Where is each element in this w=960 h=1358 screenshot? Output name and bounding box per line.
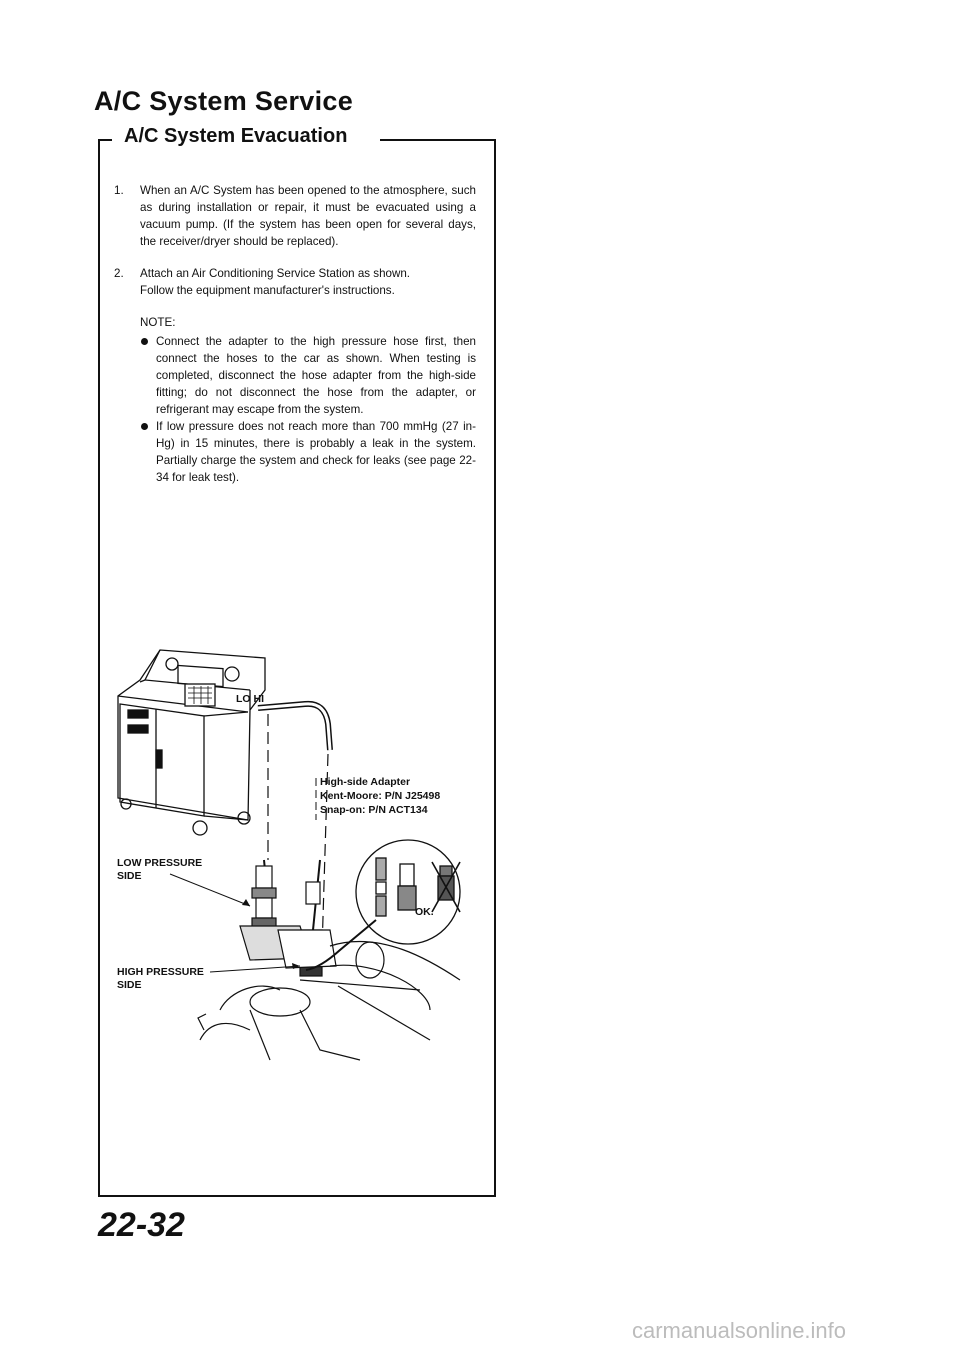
step-body	[140, 265, 476, 299]
note-bullet-text: Connect the adapter to the high pressure hose first, then connect the hoses to the car as shown. When testing is completed, disconnect the hose adapter from the high-side fitting; do not disconnect the hose from the adapter, or refrigerant may escape from the system.	[156, 335, 476, 416]
step-2	[114, 265, 476, 299]
page-number: 22-32	[98, 1206, 185, 1244]
page-title: A/C System Service	[94, 86, 354, 116]
step-1	[114, 182, 476, 250]
watermark: carmanualsonline.info	[632, 1318, 847, 1343]
step-text: Attach an Air Conditioning Service Station as shown.	[140, 267, 411, 280]
step-number: 1.	[114, 184, 124, 197]
illustration-svg	[100, 630, 492, 1070]
adapter-title: High-side Adapter	[320, 776, 411, 788]
section-title: A/C System Evacuation	[120, 125, 351, 148]
frame-top-right-rule	[380, 139, 494, 141]
note-bullet	[140, 418, 476, 486]
low-side-label: LOW PRESSURE	[117, 857, 203, 869]
low-side-label-line2: SIDE	[117, 870, 142, 882]
high-side-label: HIGH PRESSURE	[117, 966, 204, 978]
bullet-dot-icon	[140, 418, 156, 486]
ac-service-station-icon	[118, 650, 265, 835]
procedure-content	[114, 182, 476, 486]
step-text-followup: Follow the equipment manufacturer's instructions.	[140, 284, 395, 297]
service-station-illustration	[100, 630, 492, 1070]
adapter-kent-moore: Kent-Moore: P/N J25498	[320, 790, 441, 802]
high-side-label-line2: SIDE	[117, 979, 142, 991]
note-bullet-text: If low pressure does not reach more than 700 mmHg (27 in-Hg) in 15 minutes, there is probably a leak in the system. Partially charge the system and check for leaks (see page 22-34 for leak test).	[156, 420, 476, 484]
note-block	[140, 314, 476, 486]
note-label: NOTE:	[140, 316, 176, 329]
engine-pipes	[198, 926, 460, 1060]
frame-top-left-rule	[98, 139, 112, 141]
step-number: 2.	[114, 267, 124, 280]
note-bullet	[140, 333, 476, 418]
adapter-snap-on: Snap-on: P/N ACT134	[320, 804, 428, 816]
step-text: When an A/C System has been opened to the atmosphere, such as during installation or repair, it must be evacuated using a vacuum pump. (If the system has been open for several days, the receiver/dryer should be replaced).	[140, 184, 476, 248]
bullet-dot-icon	[140, 333, 156, 418]
ok-label: OK.	[415, 906, 434, 918]
gauge-label: LO HI	[236, 693, 264, 705]
